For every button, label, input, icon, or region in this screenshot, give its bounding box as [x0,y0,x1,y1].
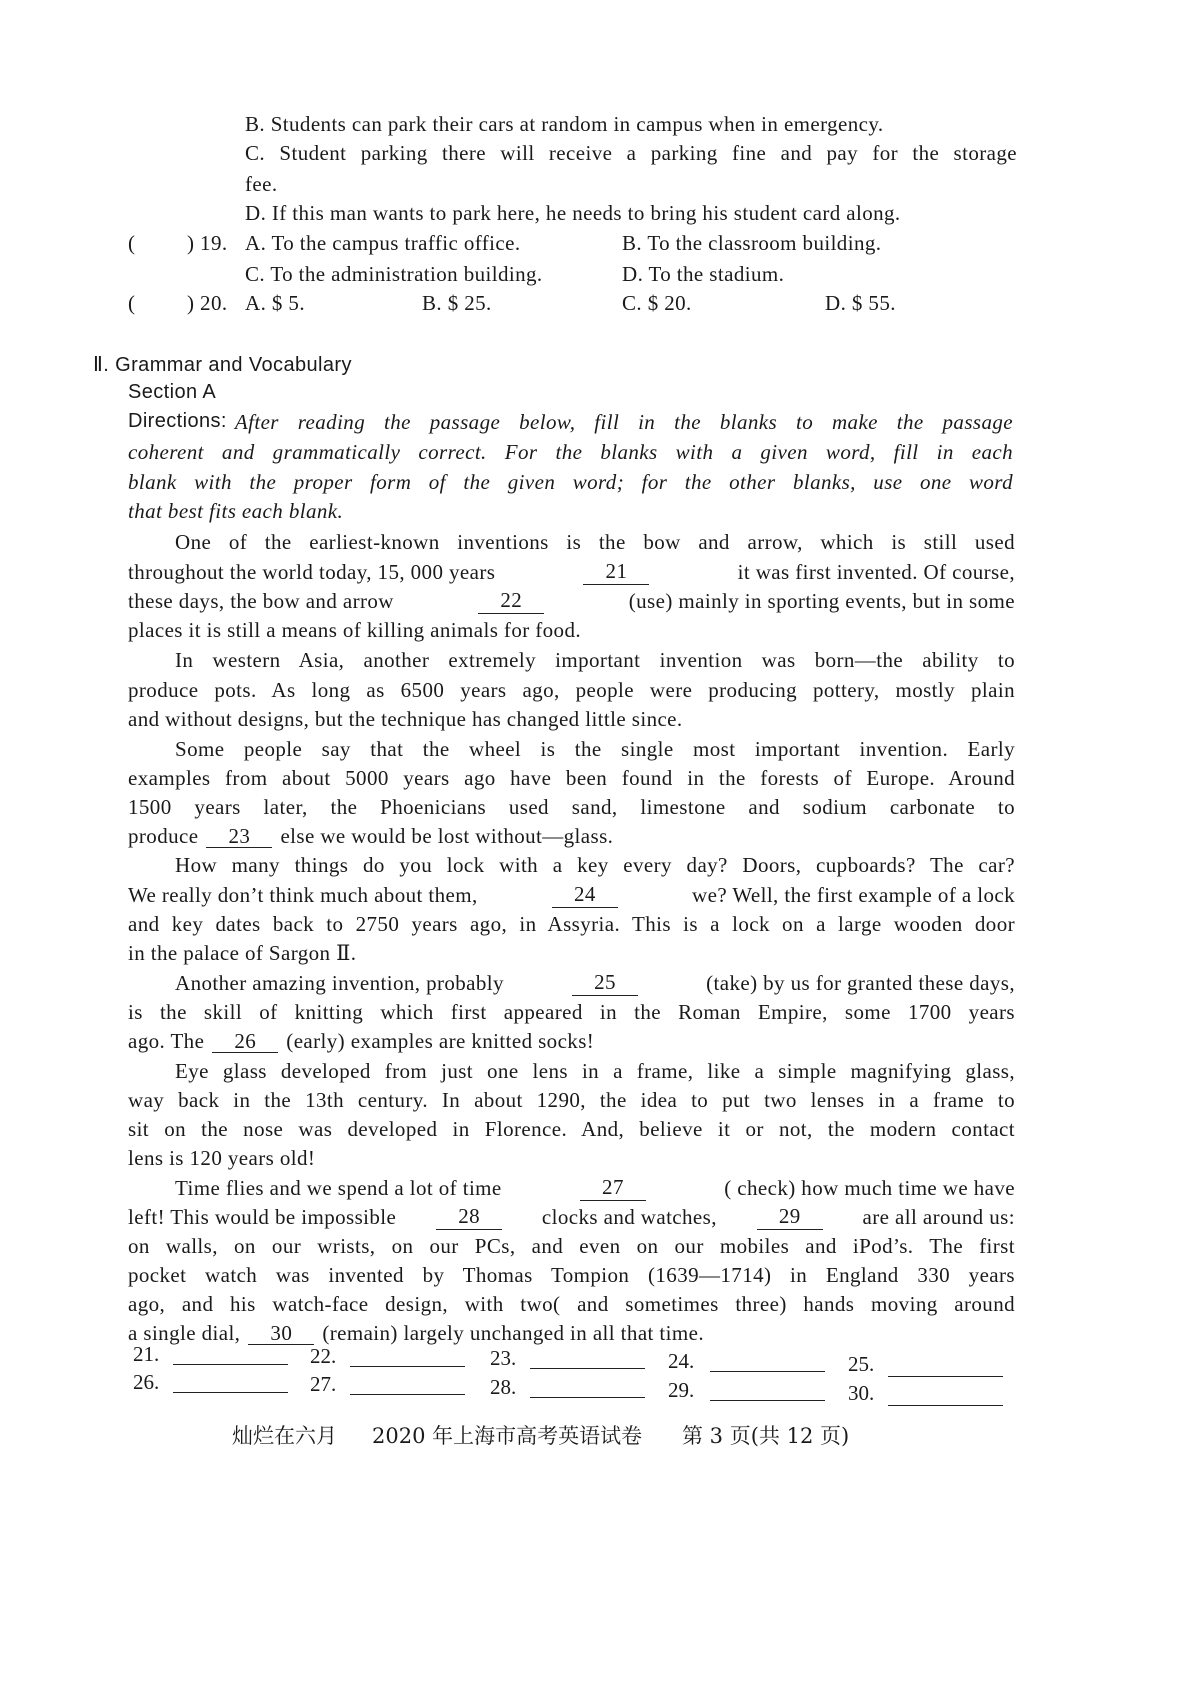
p1-line-3 [128,589,1015,614]
p4-text-2b: we? Well, the first example of a lock [692,883,1015,907]
blank-30[interactable]: 30 [248,1322,314,1345]
p3-line-3: 1500 years later, the Phoenicians used sand, limestone and sodium carbonate to [128,795,1015,819]
answer-label-21: 21. [133,1342,160,1366]
blank-22[interactable]: 22 [478,589,544,614]
q18-option-c-line1: C. Student parking there will receive a parking fine and pay for the storage [245,141,1017,165]
p7-text-6a: a single dial, [128,1321,241,1345]
answer-label-23: 23. [490,1346,517,1370]
q20-paren-open: ( [128,291,136,315]
p7-line-1 [175,1176,1015,1201]
blank-25[interactable]: 25 [572,971,638,996]
p3-text-4a: produce [128,824,199,848]
p4-line-2 [128,883,1015,908]
answer-line-24[interactable] [710,1371,825,1372]
p2-line-1: In western Asia, another extremely important invention was born—the ability to [175,648,1015,672]
blank-21[interactable]: 21 [583,560,649,585]
p7-text-2c: are all around us: [862,1205,1015,1229]
q19-paren-open: ( [128,231,136,255]
answer-label-28: 28. [490,1375,517,1399]
p7-text-1a: Time flies and we spend a lot of time [175,1176,502,1200]
p6-line-1: Eye glass developed from just one lens in a frame, like a simple magnifying glass, [175,1059,1015,1083]
q19-number: ) 19. [187,231,228,255]
q19-option-a: A. To the campus traffic office. [245,231,521,255]
directions-line-1 [128,410,1013,435]
answer-line-21[interactable] [173,1364,288,1365]
p7-text-2a: left! This would be impossible [128,1205,397,1229]
blank-29[interactable]: 29 [757,1205,823,1230]
directions-text-3: blank with the proper form of the given word; for the other blanks, use one word [128,470,1013,494]
p1-line-1: One of the earliest-known inventions is the bow and arrow, which is still used [175,530,1015,554]
p5-line-3 [128,1029,594,1054]
directions-text-1: After reading the passage below, fill in the blanks to make the passage [234,410,1013,434]
answer-line-22[interactable] [350,1366,465,1367]
answer-line-25[interactable] [888,1376,1003,1377]
p6-line-2: way back in the 13th century. In about 1290, the idea to put two lenses in a frame to [128,1088,1015,1112]
p7-text-6b: (remain) largely unchanged in all that time. [322,1321,704,1345]
q19-option-b: B. To the classroom building. [622,231,882,255]
answer-label-29: 29. [668,1378,695,1402]
answer-label-24: 24. [668,1349,695,1373]
p1-text-3a: these days, the bow and arrow [128,589,394,613]
q20-number: ) 20. [187,291,228,315]
directions-text-4: that best fits each blank. [128,499,344,523]
p5-text-3a: ago. The [128,1029,205,1053]
p7-text-1b: ( check) how much time we have [724,1176,1015,1200]
p5-text-1a: Another amazing invention, probably [175,971,504,995]
footer-page: 第 3 页(共 12 页) [682,1424,850,1448]
blank-28[interactable]: 28 [436,1205,502,1230]
q20-option-b: B. $ 25. [422,291,492,315]
p4-line-4: in the palace of Sargon Ⅱ. [128,941,357,965]
p3-line-2: examples from about 5000 years ago have been found in the forests of Europe. Around [128,766,1015,790]
section-heading: Ⅱ. Grammar and Vocabulary [93,354,352,376]
p5-text-3b: (early) examples are knitted socks! [286,1029,595,1053]
answer-label-22: 22. [310,1344,337,1368]
blank-24[interactable]: 24 [552,883,618,908]
p7-line-5: ago, and his watch-face design, with two( and sometimes three) hands moving around [128,1292,1015,1316]
p5-line-1 [175,971,1015,996]
p7-line-4: pocket watch was invented by Thomas Tompion (1639—1714) in England 330 years [128,1263,1015,1287]
q18-option-d: D. If this man wants to park here, he needs to bring his student card along. [245,201,901,225]
blank-27[interactable]: 27 [580,1176,646,1201]
p5-text-1b: (take) by us for granted these days, [706,971,1015,995]
p1-text-2b: it was first invented. Of course, [737,560,1015,584]
directions-label: Directions: [128,410,227,432]
answer-label-30: 30. [848,1381,875,1405]
p1-line-4: places it is still a means of killing animals for food. [128,618,582,642]
answer-line-27[interactable] [350,1394,465,1395]
q18-option-b: B. Students can park their cars at random in campus when in emergency. [245,112,884,136]
answer-line-23[interactable] [530,1368,645,1369]
p6-line-3: sit on the nose was developed in Florence. And, believe it or not, the modern contact [128,1117,1015,1141]
p3-text-4b: else we would be lost without—glass. [280,824,614,848]
q18-option-c-line2: fee. [245,172,278,196]
p4-line-3: and key dates back to 2750 years ago, in Assyria. This is a lock on a large wooden door [128,912,1015,936]
p2-line-2: produce pots. As long as 6500 years ago, people were producing pottery, mostly plain [128,678,1015,702]
p2-line-3: and without designs, but the technique has changed little since. [128,707,683,731]
answer-line-29[interactable] [710,1400,825,1401]
p4-text-2a: We really don’t think much about them, [128,883,478,907]
footer-title: 2020 年上海市高考英语试卷 [372,1424,643,1448]
answer-label-26: 26. [133,1370,160,1394]
section-subheading: Section A [128,381,217,403]
p1-text-2a: throughout the world today, 15, 000 years [128,560,496,584]
p3-line-1: Some people say that the wheel is the single most important invention. Early [175,737,1015,761]
p7-text-2b: clocks and watches, [541,1205,717,1229]
p7-line-2 [128,1205,1015,1230]
p1-line-2 [128,560,1015,585]
p4-line-1: How many things do you lock with a key every day? Doors, cupboards? The car? [175,853,1015,877]
q20-option-d: D. $ 55. [825,291,896,315]
answer-label-25: 25. [848,1352,875,1376]
q20-option-c: C. $ 20. [622,291,692,315]
answer-line-30[interactable] [888,1405,1003,1406]
q19-option-d: D. To the stadium. [622,262,785,286]
p7-line-3: on walls, on our wrists, on our PCs, and even on our mobiles and iPod’s. The first [128,1234,1015,1258]
blank-26[interactable]: 26 [212,1030,278,1053]
p7-line-6 [128,1321,704,1346]
p5-line-2: is the skill of knitting which first appeared in the Roman Empire, some 1700 years [128,1000,1015,1024]
answer-line-28[interactable] [530,1397,645,1398]
p1-text-3b: (use) mainly in sporting events, but in some [628,589,1015,613]
p3-line-4 [128,824,613,849]
answer-label-27: 27. [310,1372,337,1396]
q20-option-a: A. $ 5. [245,291,305,315]
p6-line-4: lens is 120 years old! [128,1146,316,1170]
directions-text-2: coherent and grammatically correct. For the blanks with a given word, fill in each [128,440,1013,464]
blank-23[interactable]: 23 [206,825,272,848]
q19-option-c: C. To the administration building. [245,262,543,286]
footer-left: 灿烂在六月 [232,1424,337,1448]
answer-line-26[interactable] [173,1392,288,1393]
